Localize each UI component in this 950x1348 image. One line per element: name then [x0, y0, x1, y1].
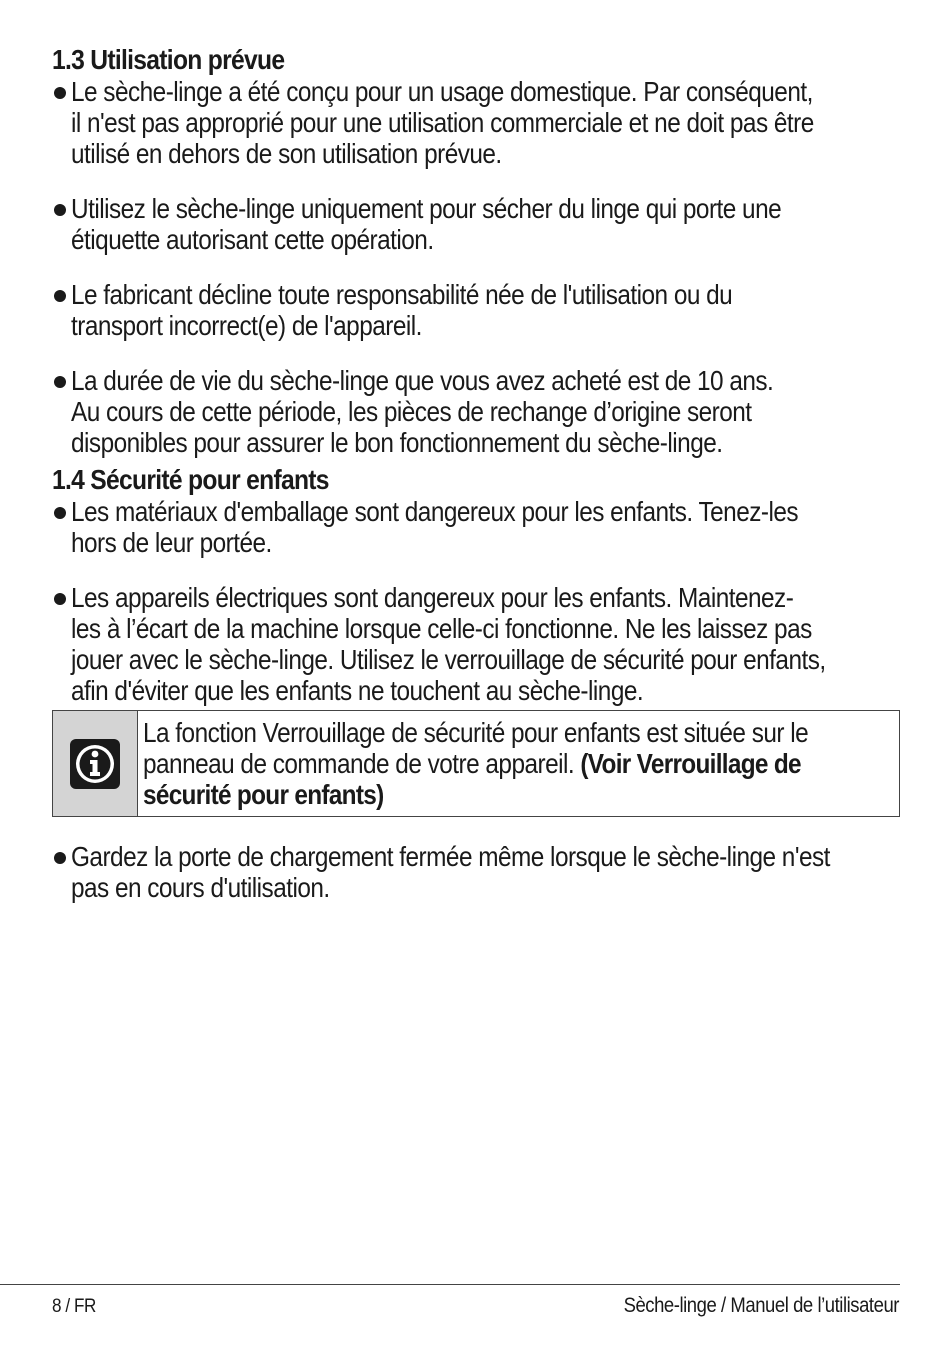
page-number: 8 / FR: [52, 1296, 96, 1317]
section-heading-1-3: 1.3 Utilisation prévue: [52, 44, 285, 75]
bullet-line: hors de leur portée.: [71, 527, 272, 558]
info-icon: [70, 739, 120, 789]
note-line: La fonction Verrouillage de sécurité pour enfants est située sur le: [143, 717, 809, 748]
bullet-dot-icon: [54, 87, 66, 99]
bullet-line: transport incorrect(e) de l'appareil.: [71, 310, 422, 341]
bullet-line: Au cours de cette période, les pièces de rechange d’origine seront: [71, 396, 752, 427]
info-note-box: [52, 710, 900, 817]
bullet-line: étiquette autorisant cette opération.: [71, 224, 434, 255]
bullet-item: [52, 76, 902, 169]
bullet-line: jouer avec le sèche-linge. Utilisez le verrouillage de sécurité pour enfants,: [71, 644, 826, 675]
bullet-line: Utilisez le sèche-linge uniquement pour sécher du linge qui porte une: [71, 193, 782, 224]
bullet-text: [71, 496, 906, 558]
bullet-item: [52, 193, 902, 255]
bullet-line: pas en cours d'utilisation.: [71, 872, 330, 903]
bullet-text: [71, 582, 906, 706]
note-text: [138, 711, 899, 816]
bullet-line: disponibles pour assurer le bon fonctionnement du sèche-linge.: [71, 427, 723, 458]
note-line: panneau de commande de votre appareil.: [143, 748, 581, 779]
bullet-text: [71, 279, 906, 341]
bullet-item: [52, 496, 902, 558]
bullet-dot-icon: [54, 376, 66, 388]
bullet-dot-icon: [54, 507, 66, 519]
bullet-item: [52, 279, 902, 341]
bullet-line: il n'est pas approprié pour une utilisation commerciale et ne doit pas être: [71, 107, 814, 138]
bullet-line: Les matériaux d'emballage sont dangereux pour les enfants. Tenez-les: [71, 496, 799, 527]
bullet-text: [71, 841, 906, 903]
bullet-text: [71, 193, 906, 255]
bullet-line: Les appareils électriques sont dangereux pour les enfants. Maintenez-: [71, 582, 794, 613]
child-lock-reference-link: sécurité pour enfants): [143, 779, 384, 810]
bullet-item: [52, 365, 902, 458]
page-content: [52, 44, 902, 903]
footer-title: Sèche-linge / Manuel de l’utilisateur: [623, 1294, 899, 1317]
bullet-dot-icon: [54, 290, 66, 302]
bullet-line: La durée de vie du sèche-linge que vous avez acheté est de 10 ans.: [71, 365, 774, 396]
child-lock-reference-link: (Voir Verrouillage de: [580, 748, 802, 779]
bullet-text: [71, 76, 906, 169]
bullet-line: Gardez la porte de chargement fermée même lorsque le sèche-linge n'est: [71, 841, 830, 872]
note-icon-column: [53, 711, 138, 816]
bullet-line: afin d'éviter que les enfants ne touchent au sèche-linge.: [71, 675, 644, 706]
bullet-dot-icon: [54, 204, 66, 216]
bullet-line: Le fabricant décline toute responsabilité née de l'utilisation ou du: [71, 279, 733, 310]
footer-divider: [0, 1284, 900, 1285]
bullet-dot-icon: [54, 593, 66, 605]
bullet-item: [52, 841, 902, 903]
bullet-line: les à l’écart de la machine lorsque celle-ci fonctionne. Ne les laissez pas: [71, 613, 812, 644]
section-heading-1-4: 1.4 Sécurité pour enfants: [52, 464, 329, 495]
bullet-text: [71, 365, 906, 458]
bullet-dot-icon: [54, 852, 66, 864]
bullet-line: Le sèche-linge a été conçu pour un usage domestique. Par conséquent,: [71, 76, 813, 107]
bullet-item: [52, 582, 902, 706]
bullet-line: utilisé en dehors de son utilisation prévue.: [71, 138, 502, 169]
